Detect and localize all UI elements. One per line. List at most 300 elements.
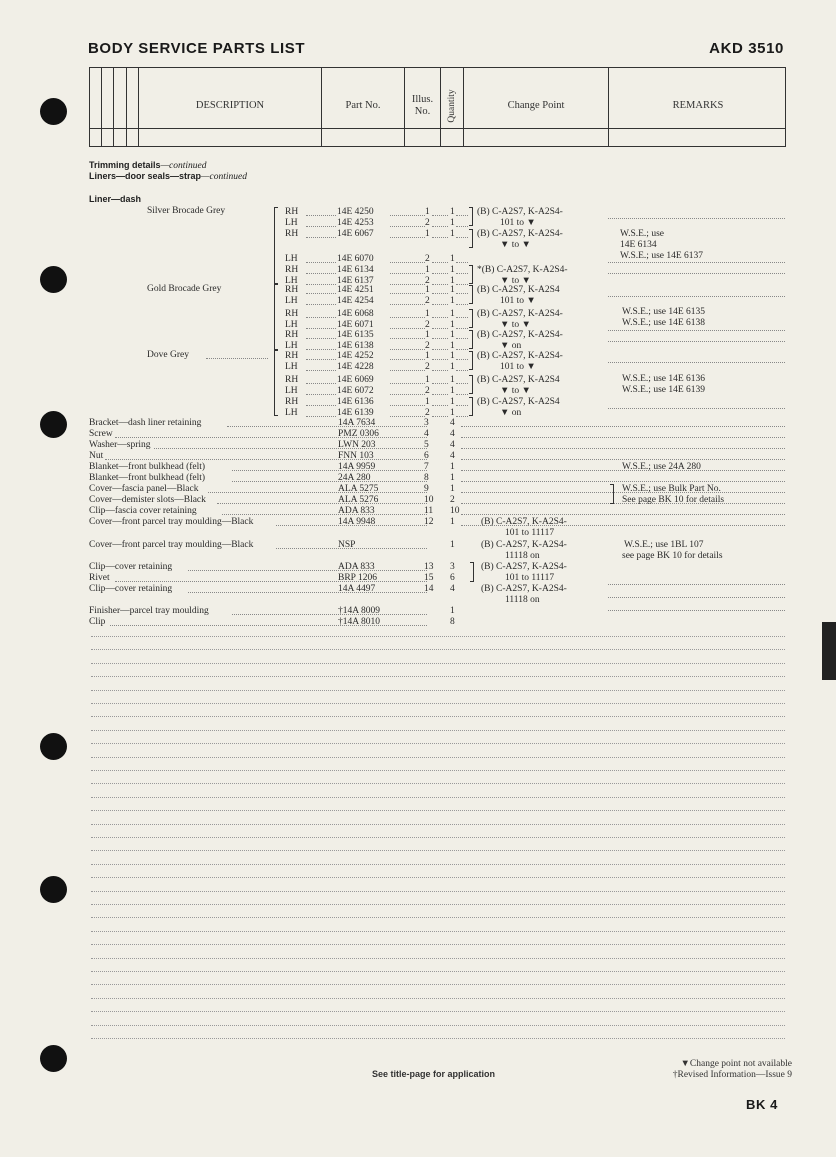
change-point: 101 to ▼: [500, 296, 536, 306]
part-description: Screw: [89, 429, 113, 439]
quantity: 4: [450, 418, 455, 428]
leader-dots: [390, 525, 425, 526]
leader-dots: [456, 237, 468, 238]
side-label: LH: [285, 341, 298, 351]
leader-dots: [390, 405, 425, 406]
part-number: 14E 6069: [337, 375, 374, 385]
part-number: †14A 8009: [338, 606, 380, 616]
punch-hole: [40, 733, 67, 760]
leader-dots: [456, 405, 468, 406]
illus-number: 2: [425, 254, 430, 264]
leader-dots: [306, 273, 336, 274]
leader-dots: [432, 262, 448, 263]
leader-dots: [456, 215, 468, 216]
ruled-line: [91, 944, 785, 945]
part-description: Rivet: [89, 573, 110, 583]
illus-number: 3: [424, 418, 429, 428]
remark: W.S.E.; use Bulk Part No.: [622, 484, 721, 494]
part-description: Clip: [89, 617, 106, 627]
leader-dots: [432, 349, 448, 350]
illus-number: 1: [425, 375, 430, 385]
leader-dots: [390, 293, 425, 294]
change-bracket: [469, 229, 473, 248]
quantity: 8: [450, 617, 455, 627]
illus-number: 1: [425, 207, 430, 217]
leader-dots: [608, 330, 785, 331]
leader-dots: [390, 349, 425, 350]
quantity: 1: [450, 462, 455, 472]
illus-number: 2: [425, 320, 430, 330]
illus-number: 1: [425, 351, 430, 361]
colour-label: Silver Brocade Grey: [147, 206, 226, 216]
leader-dots: [456, 317, 468, 318]
ruled-line: [91, 917, 785, 918]
ruled-line: [91, 636, 785, 637]
change-point: (B) C-A2S7, K-A2S4-: [481, 540, 567, 550]
leader-dots: [390, 328, 425, 329]
leader-dots: [390, 237, 425, 238]
quantity: 1: [450, 229, 455, 239]
section-heading: Liner—dash: [89, 194, 142, 204]
leader-dots: [306, 215, 336, 216]
quantity: 1: [450, 254, 455, 264]
part-number: 14E 4228: [337, 362, 374, 372]
illus-number: 6: [424, 451, 429, 461]
part-number: BRP 1206: [338, 573, 377, 583]
quantity: 1: [450, 386, 455, 396]
ruled-line: [91, 1011, 785, 1012]
leader-dots: [390, 470, 425, 471]
change-bracket: [469, 351, 473, 370]
ruled-line: [91, 716, 785, 717]
leader-dots: [390, 581, 425, 582]
change-point: ▼ to ▼: [500, 276, 531, 286]
illus-number: 10: [424, 495, 434, 505]
leader-dots: [461, 481, 785, 482]
leader-dots: [456, 416, 468, 417]
side-label: LH: [285, 362, 298, 372]
leader-dots: [608, 273, 785, 274]
change-point: (B) C-A2S7, K-A2S4-: [481, 562, 567, 572]
part-number: 14A 9948: [338, 517, 376, 527]
remark: W.S.E.; use 14E 6137: [620, 251, 704, 261]
illus-number: 15: [424, 573, 434, 583]
leader-dots: [390, 416, 425, 417]
quantity: 4: [450, 584, 455, 594]
illus-number: 12: [424, 517, 434, 527]
quantity: 1: [450, 320, 455, 330]
ruled-line: [91, 783, 785, 784]
side-label: RH: [285, 351, 299, 361]
leader-dots: [432, 338, 448, 339]
change-point: (B) C-A2S7, K-A2S4-: [477, 207, 563, 217]
remark: W.S.E.; use 24A 280: [622, 462, 701, 472]
ruled-line: [91, 824, 785, 825]
ruled-line: [91, 757, 785, 758]
quantity: 1: [450, 517, 455, 527]
illus-number: 11: [424, 506, 434, 516]
ruled-line: [91, 998, 785, 999]
change-point: 101 to 11117: [505, 528, 555, 538]
leader-dots: [390, 570, 425, 571]
change-point: 101 to 11117: [505, 573, 555, 583]
ruled-line: [91, 703, 785, 704]
ruled-line: [91, 984, 785, 985]
leader-dots: [461, 459, 785, 460]
leader-dots: [432, 304, 448, 305]
quantity: 1: [450, 309, 455, 319]
leader-dots: [390, 426, 425, 427]
change-point: ▼ to ▼: [500, 386, 531, 396]
punch-hole: [40, 98, 67, 125]
illus-number: 1: [425, 330, 430, 340]
footnote-revised: †Revised Information—Issue 9: [672, 1070, 792, 1080]
side-label: LH: [285, 218, 298, 228]
part-number: LWN 203: [338, 440, 376, 450]
colour-label: Gold Brocade Grey: [147, 284, 222, 294]
part-description: Cover—front parcel tray moulding—Black: [89, 540, 254, 550]
leader-dots: [608, 408, 785, 409]
ruled-line: [91, 770, 785, 771]
leader-dots: [115, 437, 428, 438]
remark: See page BK 10 for details: [622, 495, 725, 505]
illus-number: 2: [425, 408, 430, 418]
illus-number: 2: [425, 218, 430, 228]
leader-dots: [608, 262, 785, 263]
remark: see page BK 10 for details: [622, 551, 723, 561]
leader-dots: [306, 349, 336, 350]
side-label: RH: [285, 265, 299, 275]
illus-number: 7: [424, 462, 429, 472]
remark: W.S.E.; use: [620, 229, 664, 239]
change-bracket: [469, 285, 473, 304]
part-number: ADA 833: [338, 506, 375, 516]
ruled-line: [91, 837, 785, 838]
change-point: (B) C-A2S7, K-A2S4: [477, 285, 560, 295]
punch-hole: [40, 266, 67, 293]
side-label: LH: [285, 296, 298, 306]
leader-dots: [456, 262, 468, 263]
illus-number: 2: [425, 386, 430, 396]
side-label: LH: [285, 320, 298, 330]
side-label: RH: [285, 330, 299, 340]
remark: W.S.E.; use 14E 6136: [622, 374, 706, 384]
leader-dots: [456, 273, 468, 274]
part-number: 14E 6139: [337, 408, 374, 418]
punch-hole: [40, 1045, 67, 1072]
illus-number: 2: [425, 296, 430, 306]
change-point: ▼ to ▼: [500, 320, 531, 330]
leader-dots: [390, 503, 425, 504]
quantity: 2: [450, 495, 455, 505]
ruled-line: [91, 904, 785, 905]
leader-dots: [306, 416, 336, 417]
quantity: 6: [450, 573, 455, 583]
leader-dots: [390, 481, 425, 482]
page-title: BODY SERVICE PARTS LIST: [88, 40, 306, 57]
leader-dots: [390, 284, 425, 285]
leader-dots: [306, 317, 336, 318]
quantity: 1: [450, 606, 455, 616]
leader-dots: [390, 383, 425, 384]
leader-dots: [608, 597, 785, 598]
part-number: 14E 4252: [337, 351, 374, 361]
quantity: 4: [450, 451, 455, 461]
section-heading: Liners—door seals—strap—continued: [89, 171, 247, 182]
quantity: 1: [450, 375, 455, 385]
leader-dots: [456, 338, 468, 339]
quantity: 1: [450, 341, 455, 351]
ruled-line: [91, 877, 785, 878]
change-point: (B) C-A2S7, K-A2S4: [477, 397, 560, 407]
part-number: PMZ 0306: [338, 429, 379, 439]
change-bracket: [469, 330, 473, 349]
leader-dots: [390, 394, 425, 395]
change-bracket: [469, 375, 473, 394]
leader-dots: [306, 262, 336, 263]
leader-dots: [432, 405, 448, 406]
quantity: 1: [450, 351, 455, 361]
ruled-line: [91, 649, 785, 650]
leader-dots: [390, 492, 425, 493]
ruled-line: [91, 958, 785, 959]
leader-dots: [461, 514, 785, 515]
ruled-line: [91, 810, 785, 811]
part-number: ALA 5276: [338, 495, 379, 505]
group-bracket: [274, 284, 278, 350]
leader-dots: [432, 273, 448, 274]
side-label: RH: [285, 207, 299, 217]
part-number: FNN 103: [338, 451, 374, 461]
remark: W.S.E.; use 14E 6139: [622, 385, 706, 395]
part-description: Clip—fascia cover retaining: [89, 506, 197, 516]
quantity: 1: [450, 408, 455, 418]
leader-dots: [390, 514, 425, 515]
leader-dots: [456, 394, 468, 395]
ruled-line: [91, 663, 785, 664]
leader-dots: [390, 614, 425, 615]
part-number: 24A 280: [338, 473, 371, 483]
illus-number: 2: [425, 341, 430, 351]
ruled-line: [91, 743, 785, 744]
illus-number: 2: [425, 276, 430, 286]
header-part-no: Part No.: [345, 100, 381, 111]
leader-dots: [432, 394, 448, 395]
change-point: (B) C-A2S7, K-A2S4: [477, 375, 560, 385]
remark: W.S.E.; use 14E 6135: [622, 307, 706, 317]
leader-dots: [306, 328, 336, 329]
quantity: 1: [450, 265, 455, 275]
part-number: 14E 6137: [337, 276, 374, 286]
leader-dots: [306, 405, 336, 406]
quantity: 10: [450, 506, 460, 516]
leader-dots: [390, 215, 425, 216]
leader-dots: [306, 359, 336, 360]
part-number: 14A 7634: [338, 418, 376, 428]
illus-number: 8: [424, 473, 429, 483]
ruled-line: [91, 1025, 785, 1026]
part-number: 14E 4253: [337, 218, 374, 228]
side-label: LH: [285, 276, 298, 286]
leader-dots: [206, 358, 268, 359]
group-bracket: [274, 350, 278, 416]
side-label: RH: [285, 285, 299, 295]
page-edge-tab: [822, 622, 836, 680]
leader-dots: [306, 394, 336, 395]
leader-dots: [390, 338, 425, 339]
part-description: Cover—demister slots—Black: [89, 495, 206, 505]
header-change-point: Change Point: [507, 100, 565, 111]
punch-hole: [40, 411, 67, 438]
illus-number: 9: [424, 484, 429, 494]
column-header-box: [89, 67, 786, 147]
part-number: 14E 6138: [337, 341, 374, 351]
leader-dots: [608, 362, 785, 363]
quantity: 1: [450, 484, 455, 494]
change-point: *(B) C-A2S7, K-A2S4-: [477, 265, 568, 275]
part-description: Clip—cover retaining: [89, 562, 173, 572]
change-point: (B) C-A2S7, K-A2S4-: [481, 517, 567, 527]
part-number: 14E 6071: [337, 320, 374, 330]
leader-dots: [456, 383, 468, 384]
part-description: Washer—spring: [89, 440, 151, 450]
leader-dots: [456, 370, 468, 371]
part-number: 14E 6068: [337, 309, 374, 319]
part-number: 14A 9959: [338, 462, 376, 472]
quantity: 1: [450, 397, 455, 407]
quantity: 1: [450, 285, 455, 295]
change-point: 101 to ▼: [500, 218, 536, 228]
part-number: 14E 4250: [337, 207, 374, 217]
quantity: 1: [450, 362, 455, 372]
leader-dots: [306, 370, 336, 371]
leader-dots: [115, 581, 428, 582]
quantity: 1: [450, 473, 455, 483]
side-label: LH: [285, 386, 298, 396]
part-description: Blanket—front bulkhead (felt): [89, 473, 206, 483]
ruled-line: [91, 730, 785, 731]
remark: W.S.E.; use 14E 6138: [622, 318, 706, 328]
leader-dots: [432, 237, 448, 238]
quantity: 4: [450, 440, 455, 450]
leader-dots: [432, 383, 448, 384]
section-heading: Trimming details—continued: [89, 160, 207, 171]
part-number: ALA 5275: [338, 484, 379, 494]
quantity: 1: [450, 540, 455, 550]
change-point: (B) C-A2S7, K-A2S4-: [477, 351, 563, 361]
leader-dots: [390, 262, 425, 263]
leader-dots: [432, 215, 448, 216]
ruled-line: [91, 1038, 785, 1039]
quantity: 1: [450, 276, 455, 286]
leader-dots: [456, 284, 468, 285]
leader-dots: [105, 459, 427, 460]
part-number: 14E 4254: [337, 296, 374, 306]
part-description: Clip—cover retaining: [89, 584, 173, 594]
part-number: 14E 6134: [337, 265, 374, 275]
part-number: 14E 6072: [337, 386, 374, 396]
leader-dots: [456, 359, 468, 360]
remark-bracket: [610, 484, 614, 504]
leader-dots: [432, 293, 448, 294]
part-number: 14E 6136: [337, 397, 374, 407]
leader-dots: [306, 304, 336, 305]
ruled-line: [91, 850, 785, 851]
leader-dots: [432, 359, 448, 360]
change-point: (B) C-A2S7, K-A2S4-: [481, 584, 567, 594]
change-bracket: [470, 562, 474, 582]
change-point: 101 to ▼: [500, 362, 536, 372]
part-description: Nut: [89, 451, 104, 461]
illus-number: 1: [425, 309, 430, 319]
leader-dots: [390, 304, 425, 305]
header-remarks: REMARKS: [672, 100, 724, 111]
leader-dots: [456, 349, 468, 350]
leader-dots: [461, 437, 785, 438]
leader-dots: [390, 273, 425, 274]
side-label: RH: [285, 309, 299, 319]
header-illus: Illus.: [411, 94, 434, 105]
change-point: ▼ to ▼: [500, 240, 531, 250]
leader-dots: [306, 284, 336, 285]
part-number: ADA 833: [338, 562, 375, 572]
change-bracket: [469, 309, 473, 328]
leader-dots: [390, 548, 425, 549]
part-description: Blanket—front bulkhead (felt): [89, 462, 206, 472]
leader-dots: [456, 293, 468, 294]
leader-dots: [306, 226, 336, 227]
ruled-line: [91, 971, 785, 972]
part-number: †14A 8010: [338, 617, 380, 627]
leader-dots: [608, 341, 785, 342]
leader-dots: [608, 610, 785, 611]
illus-number: 5: [424, 440, 429, 450]
leader-dots: [390, 448, 425, 449]
quantity: 1: [450, 296, 455, 306]
page-number: BK 4: [745, 1097, 778, 1112]
change-point: 11118 on: [505, 551, 540, 561]
leader-dots: [456, 328, 468, 329]
part-description: Finisher—parcel tray moulding: [89, 606, 209, 616]
quantity: 1: [450, 207, 455, 217]
illus-number: 13: [424, 562, 434, 572]
change-point: 11118 on: [505, 595, 540, 605]
illus-number: 1: [425, 229, 430, 239]
leader-dots: [608, 584, 785, 585]
ruled-line: [91, 891, 785, 892]
leader-dots: [390, 226, 425, 227]
change-point: (B) C-A2S7, K-A2S4-: [477, 330, 563, 340]
document-code: AKD 3510: [709, 40, 784, 57]
remark: 14E 6134: [620, 240, 657, 250]
leader-dots: [390, 625, 425, 626]
change-point: ▼ on: [500, 341, 522, 351]
part-number: 14E 6070: [337, 254, 374, 264]
side-label: RH: [285, 397, 299, 407]
quantity: 1: [450, 218, 455, 228]
change-bracket: [469, 265, 473, 284]
illus-number: 1: [425, 397, 430, 407]
leader-dots: [432, 328, 448, 329]
illus-number: 2: [425, 362, 430, 372]
application-note: See title-page for application: [372, 1069, 496, 1079]
part-number: 14E 4251: [337, 285, 374, 295]
leader-dots: [456, 304, 468, 305]
remark: W.S.E.; use 1BL 107: [624, 540, 704, 550]
leader-dots: [390, 370, 425, 371]
quantity: 4: [450, 429, 455, 439]
leader-dots: [390, 317, 425, 318]
